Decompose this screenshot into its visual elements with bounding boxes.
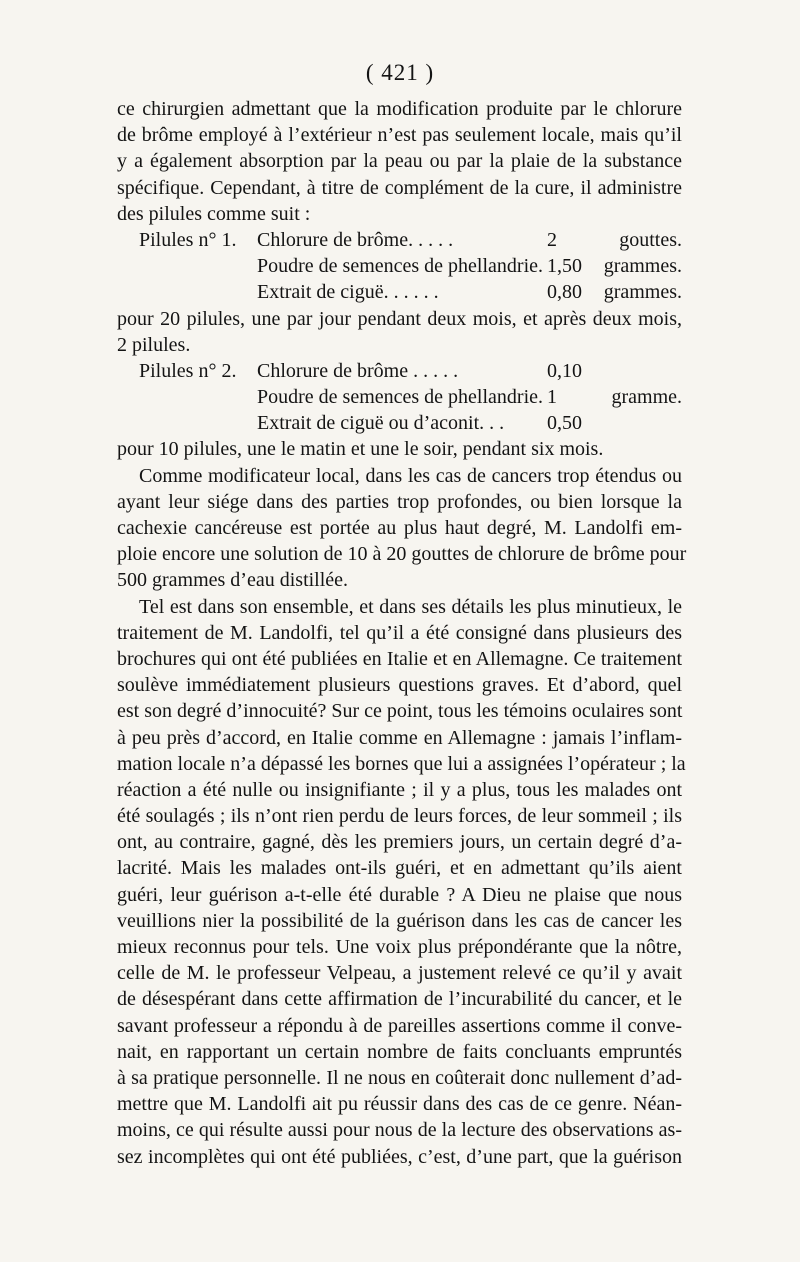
quantity: 0,10 <box>547 359 582 382</box>
text-line: nait, en rapportant un certain nombre de faits concluants empruntés <box>117 1040 682 1063</box>
text-line: traitement de M. Landolfi, tel qu’il a été consigné dans plusieurs des <box>117 621 682 644</box>
text-line: réaction a été nulle ou insignifiante ; il y a plus, tous les malades ont <box>117 778 682 801</box>
unit: gramme. <box>611 386 682 409</box>
text-line: sez incomplètes qui ont été publiées, c’est, d’une part, que la guérison <box>117 1145 682 1168</box>
text-line: mettre que M. Landolfi ait pu réussir dans des cas de ce genre. Néan- <box>117 1093 682 1116</box>
prescription-row <box>117 410 682 436</box>
text-line: Comme modificateur local, dans les cas de cancers trop étendus ou <box>139 464 682 487</box>
ingredient: Chlorure de brôme. . . . . <box>257 228 454 251</box>
text-line: brochures qui ont été publiées en Italie et en Allemagne. Ce traitement <box>117 647 682 670</box>
text-line: été soulagés ; ils n’ont rien perdu de leurs forces, de leur sommeil ; ils <box>117 805 682 828</box>
ingredient: Chlorure de brôme . . . . . <box>257 359 459 382</box>
text-line: est son degré d’innocuité? Sur ce point, tous les témoins oculaires sont <box>117 700 683 723</box>
paragraph-treatment-discussion <box>117 594 686 1170</box>
ingredient: Extrait de ciguë. . . . . . <box>257 281 439 304</box>
quantity: 0,50 <box>547 412 582 435</box>
quantity: 2 <box>547 228 557 251</box>
text-line: de désespérant dans cette affirmation de l’incurabilité du cancer, et le <box>117 988 682 1011</box>
prescription-label: Pilules n° 2. <box>139 359 237 382</box>
text-line: des pilules comme suit : <box>117 202 311 225</box>
prescription-row <box>117 358 682 384</box>
text-line: veuillions nier la possibilité de la guérison dans les cas de cancer les <box>117 909 682 932</box>
ingredient: Poudre de semences de phellandrie. <box>257 386 544 409</box>
text-line: 2 pilules. <box>117 333 191 356</box>
text-line: soulève immédiatement plusieurs questions graves. Et d’abord, quel <box>117 674 682 697</box>
text-line: ont, au contraire, gagné, dès les premiers jours, un certain degré d’a- <box>117 831 682 854</box>
text-line: à peu près d’accord, en Italie comme en Allemagne : jamais l’inflam- <box>117 726 682 749</box>
intro-paragraph <box>117 96 682 227</box>
prescription-row <box>117 279 682 305</box>
quantity: 0,80 <box>547 281 582 304</box>
text-line: ayant leur siége dans des parties trop profondes, ou bien lorsque la <box>117 490 682 513</box>
text-line: spécifique. Cependant, à titre de complément de la cure, il administre <box>117 176 682 199</box>
quantity: 1 <box>547 386 557 409</box>
text-line: ce chirurgien admettant que la modification produite par le chlorure <box>117 98 682 120</box>
text-line: pour 20 pilules, une par jour pendant deux mois, et après deux mois, <box>117 307 682 330</box>
text-line: savant professeur a répondu à de pareilles assertions comme il conve- <box>117 1014 682 1037</box>
text-line: 500 grammes d’eau distillée. <box>117 569 349 592</box>
text-line: mation locale n’a dépassé les bornes que lui a assignées l’opérateur ; la <box>117 752 686 775</box>
page-number: ( 421 ) <box>365 60 435 85</box>
prescription-row <box>117 384 682 410</box>
text-line: moins, ce qui résulte aussi pour nous de la lecture des observations as- <box>117 1119 682 1142</box>
text-line: pour 10 pilules, une le matin et une le soir, pendant six mois. <box>117 438 604 461</box>
text-line: mieux reconnus pour tels. Une voix plus prépondérante que la nôtre, <box>117 936 682 958</box>
prescription-row <box>117 227 682 253</box>
text-line: de brôme employé à l’extérieur n’est pas seulement locale, mais qu’il <box>117 124 682 147</box>
text-line: lacrité. Mais les malades ont-ils guéri, et en admettant qu’ils aient <box>117 857 682 880</box>
text-line: cachexie cancéreuse est portée au plus haut degré, M. Landolfi em- <box>117 517 682 539</box>
ingredient: Extrait de ciguë ou d’aconit. . . <box>257 412 505 435</box>
text-line: y a également absorption par la peau ou par la plaie de la substance <box>117 150 682 173</box>
prescription-2 <box>117 358 682 463</box>
page-body <box>117 96 687 1170</box>
prescription-1 <box>117 227 682 358</box>
ingredient: Poudre de semences de phellandrie. <box>257 255 544 278</box>
text-line: celle de M. le professeur Velpeau, a justement relevé ce qu’il y avait <box>117 962 682 985</box>
text-line: guéri, leur guérison a-t-elle été durable ? A Dieu ne plaise que nous <box>117 883 682 906</box>
quantity: 1,50 <box>547 255 582 278</box>
paragraph-local-modifier <box>117 463 687 594</box>
unit: grammes. <box>603 281 682 304</box>
text-line: ploie encore une solution de 10 à 20 gouttes de chlorure de brôme pour <box>117 543 687 566</box>
prescription-label: Pilules n° 1. <box>139 228 237 251</box>
unit: grammes. <box>603 255 682 278</box>
text-line: à sa pratique personnelle. Il ne nous en coûterait donc nullement d’ad- <box>117 1066 682 1089</box>
text-line: Tel est dans son ensemble, et dans ses détails les plus minutieux, le <box>139 595 682 618</box>
prescription-row <box>117 253 682 279</box>
unit: gouttes. <box>619 228 682 251</box>
